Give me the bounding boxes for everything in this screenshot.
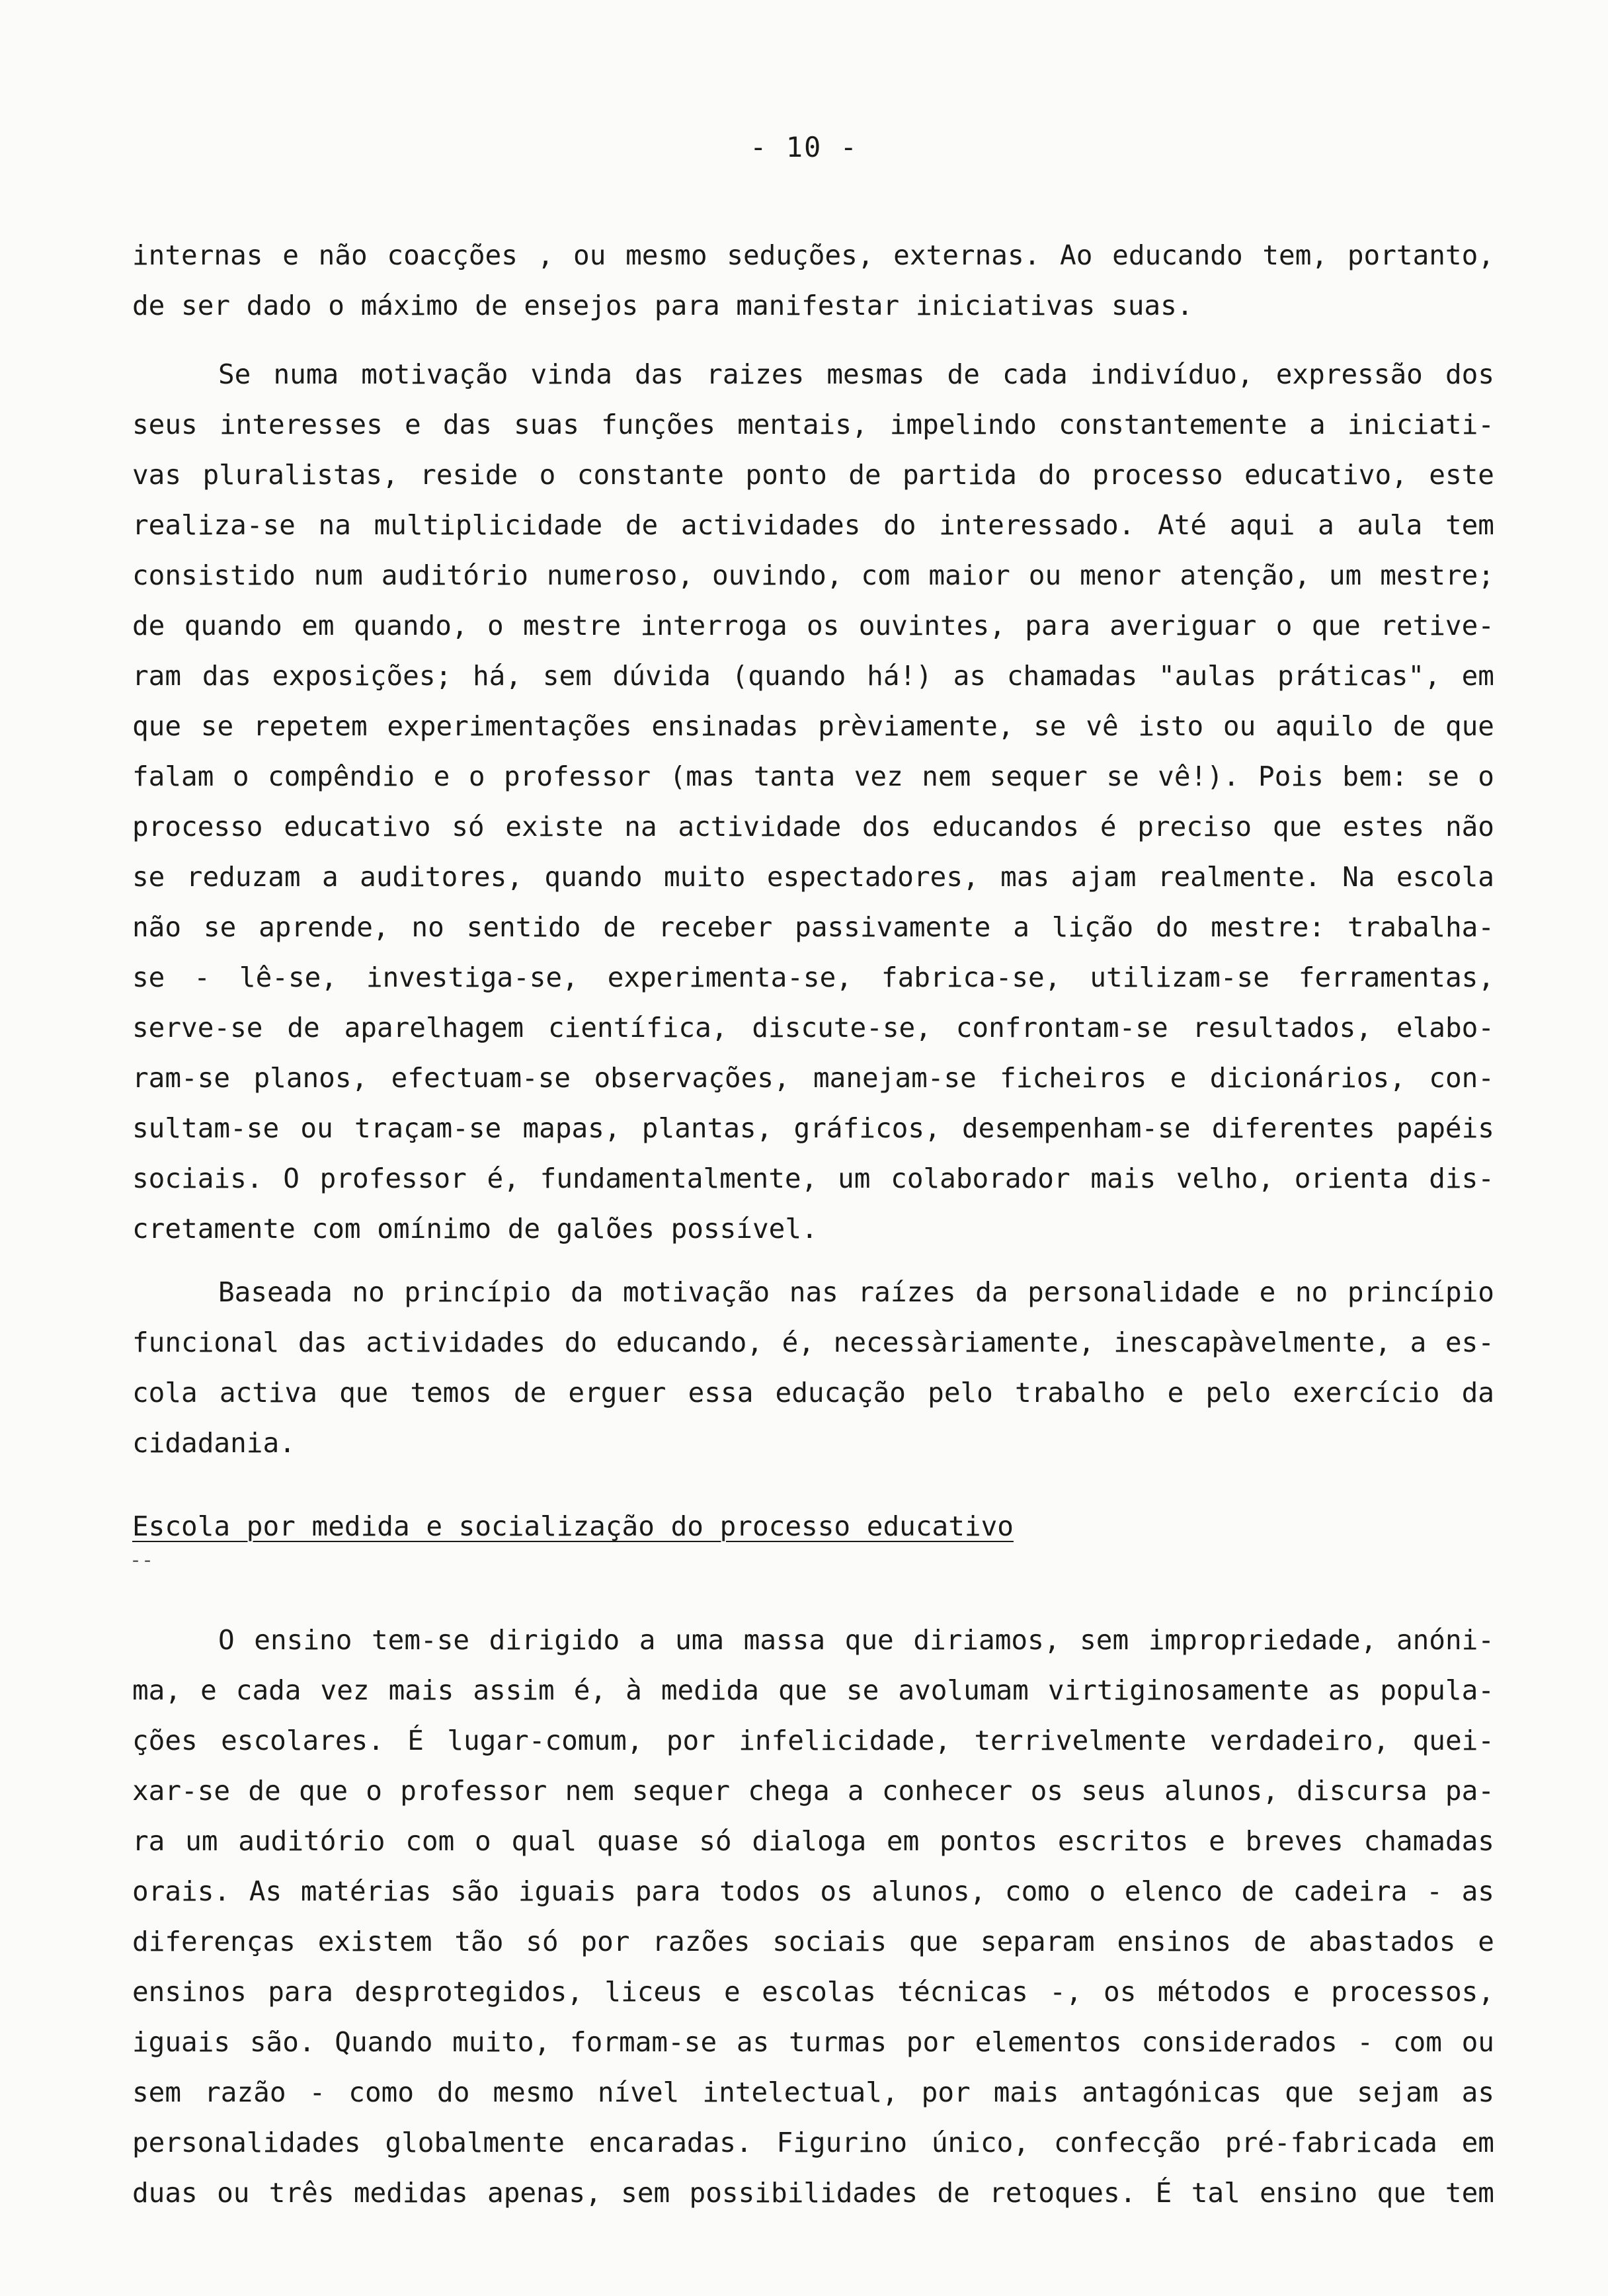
text-line: ma, e cada vez mais assim é, à medida que se avolumam virtiginosamente as popula- [132,1674,1494,1706]
text-line: de ser dado o máximo de ensejos para manifestar iniciativas suas. [132,290,1193,321]
paragraph-1 [132,230,1494,331]
text-line: ra um auditório com o qual quase só dialoga em pontos escritos e breves chamadas [132,1825,1494,1857]
text-line: processo educativo só existe na actividade dos educandos é preciso que estes não [132,811,1494,842]
text-line: sem razão - como do mesmo nível intelectual, por mais antagónicas que sejam as [132,2076,1494,2108]
text-line: cretamente com omínimo de galões possível. [132,1213,818,1245]
text-line: cola activa que temos de erguer essa educação pelo trabalho e pelo exercício da [132,1377,1494,1409]
stray-mark: -- [130,1549,154,1572]
text-line: ram-se planos, efectuam-se observações, manejam-se ficheiros e dicionários, con- [132,1062,1494,1094]
text-line: de quando em quando, o mestre interroga os ouvintes, para averiguar o que retive- [132,610,1494,641]
text-line: diferenças existem tão só por razões sociais que separam ensinos de abastados e [132,1926,1494,1957]
text-line: duas ou três medidas apenas, sem possibilidades de retoques. É tal ensino que tem [132,2177,1494,2209]
text-line: Baseada no princípio da motivação nas raízes da personalidade e no princípio [218,1276,1494,1308]
text-line: sociais. O professor é, fundamentalmente, um colaborador mais velho, orienta dis- [132,1163,1494,1194]
paragraph-2 [132,349,1494,1254]
text-line: O ensino tem-se dirigido a uma massa que diriamos, sem impropriedade, anóni- [218,1624,1494,1656]
text-line: orais. As matérias são iguais para todos os alunos, como o elenco de cadeira - as [132,1875,1494,1907]
text-line: consistido num auditório numeroso, ouvindo, com maior ou menor atenção, um mestre; [132,559,1494,591]
text-line: cidadania. [132,1427,296,1459]
text-line: serve-se de aparelhagem científica, discute-se, confrontam-se resultados, elabo- [132,1012,1494,1044]
text-line: ções escolares. É lugar-comum, por infelicidade, terrivelmente verdadeiro, quei- [132,1725,1494,1756]
text-line: iguais são. Quando muito, formam-se as turmas por elementos considerados - com ou [132,2026,1494,2058]
text-line: seus interesses e das suas funções mentais, impelindo constantemente a iniciati- [132,409,1494,440]
text-line: xar-se de que o professor nem sequer chega a conhecer os seus alunos, discursa pa- [132,1775,1494,1807]
paragraph-3 [132,1267,1494,1468]
paragraph-4 [132,1615,1494,2218]
text-line: internas e não coacções , ou mesmo seduções, externas. Ao educando tem, portanto, [132,239,1494,271]
section-heading: Escola por medida e socialização do processo educativo [132,1510,1014,1542]
text-line: ensinos para desprotegidos, liceus e escolas técnicas -, os métodos e processos, [132,1976,1494,2008]
text-line: ram das exposições; há, sem dúvida (quando há!) as chamadas "aulas práticas", em [132,660,1494,692]
text-line: se reduzam a auditores, quando muito espectadores, mas ajam realmente. Na escola [132,861,1494,893]
page-number: - 10 - [750,131,858,163]
text-line: sultam-se ou traçam-se mapas, plantas, gráficos, desempenham-se diferentes papéis [132,1112,1494,1144]
text-line: realiza-se na multiplicidade de actividades do interessado. Até aqui a aula tem [132,509,1494,541]
text-line: funcional das actividades do educando, é, necessàriamente, inescapàvelmente, a es- [132,1327,1494,1358]
text-line: se - lê-se, investiga-se, experimenta-se, fabrica-se, utilizam-se ferramentas, [132,962,1494,993]
text-line: falam o compêndio e o professor (mas tanta vez nem sequer se vê!). Pois bem: se o [132,760,1494,792]
text-line: não se aprende, no sentido de receber passivamente a lição do mestre: trabalha- [132,911,1494,943]
text-line: que se repetem experimentações ensinadas prèviamente, se vê isto ou aquilo de que [132,710,1494,742]
text-line: Se numa motivação vinda das raizes mesmas de cada indivíduo, expressão dos [218,358,1494,390]
text-line: vas pluralistas, reside o constante ponto de partida do processo educativo, este [132,459,1494,491]
text-line: personalidades globalmente encaradas. Figurino único, confecção pré-fabricada em [132,2127,1494,2158]
